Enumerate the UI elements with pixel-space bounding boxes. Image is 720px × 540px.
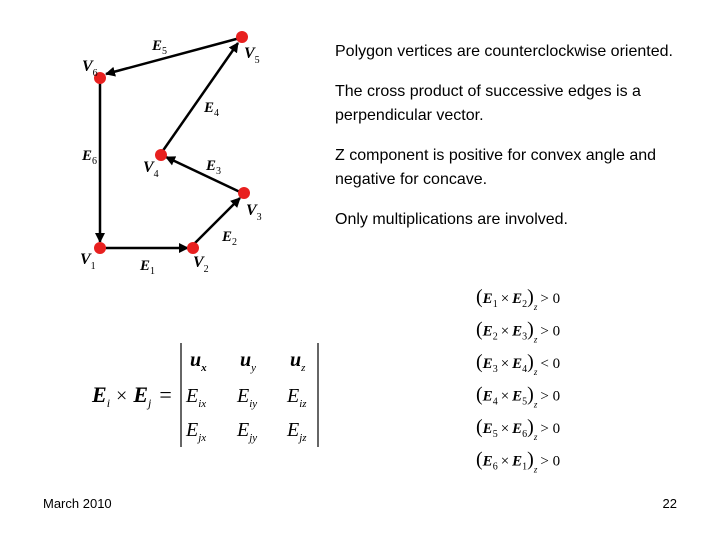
vertex-v4-dot xyxy=(155,149,167,161)
determinant-cell-eiy: $E_{iy}$ xyxy=(237,385,258,410)
determinant-cell-uz: $u_z$ xyxy=(290,349,306,374)
bullet-cross-product: The cross product of successive edges is a perpendicular vector. xyxy=(335,83,641,124)
inequality-4-5: $(E_4 \times E_5)_z > 0$ xyxy=(476,383,561,410)
bullet-z-component: Z component is positive for convex angle and negative for concave. xyxy=(335,147,657,188)
footer-date: March 2010 xyxy=(43,496,112,511)
edge-e5-label: $E_5$ xyxy=(152,38,168,57)
vertex-v2-dot xyxy=(187,242,199,254)
determinant-cell-ejz: $E_{jz}$ xyxy=(287,419,307,444)
edge-e1-label: $E_1$ xyxy=(140,258,156,277)
determinant-cell-ejx: $E_{jx}$ xyxy=(186,419,207,444)
vertex-v4-label: $V_4$ xyxy=(143,159,159,180)
vertex-v5-label: $V_5$ xyxy=(244,45,260,66)
inequality-3-4: $(E_3 \times E_4)_z < 0$ xyxy=(476,351,561,377)
determinant-cell-ux: $u_x$ xyxy=(190,349,207,374)
edge-e2-label: $E_2$ xyxy=(222,229,238,248)
edge-e4 xyxy=(162,43,238,152)
inequality-6-1: $(E_6 \times E_1)_z > 0$ xyxy=(476,448,561,475)
polygon-edges xyxy=(100,38,240,248)
cross-product-inequalities xyxy=(476,286,560,475)
edge-e3-label: $E_3$ xyxy=(206,158,222,177)
edge-e3 xyxy=(166,157,240,192)
vertex-v2-label: $V_2$ xyxy=(193,254,209,275)
cross-product-determinant xyxy=(91,343,318,447)
page-number: 22 xyxy=(662,496,677,511)
determinant-cell-eiz: $E_{iz}$ xyxy=(287,385,307,410)
determinant-lhs: $E_i \times E_j$ = xyxy=(92,382,172,410)
determinant-cell-ejy: $E_{jy}$ xyxy=(237,419,258,444)
inequality-5-6: $(E_5 \times E_6)_z > 0$ xyxy=(476,416,561,442)
edge-e4-label: $E_4$ xyxy=(204,100,220,119)
vertex-v3-label: $V_3$ xyxy=(246,202,262,223)
determinant-cell-uy: $u_y$ xyxy=(240,349,257,374)
bullet-orientation: Polygon vertices are counterclockwise oriented. xyxy=(335,43,673,60)
bullet-multiplications: Only multiplications are involved. xyxy=(335,211,568,228)
determinant-cell-eix: $E_{ix}$ xyxy=(186,385,207,410)
vertex-v1-label: $V_1$ xyxy=(80,251,96,272)
vertex-v5-dot xyxy=(236,31,248,43)
edge-e6-label: $E_6$ xyxy=(82,148,98,167)
inequality-1-2: $(E_1 \times E_2)_z > 0$ xyxy=(476,286,561,312)
vertex-v3-dot xyxy=(238,187,250,199)
vertex-v1-dot xyxy=(94,242,106,254)
vertex-v6-label: $V_6$ xyxy=(82,58,98,79)
inequality-2-3: $(E_2 \times E_3)_z > 0$ xyxy=(476,318,561,345)
explanation-text xyxy=(335,40,695,248)
polygon-vertices xyxy=(94,31,250,254)
